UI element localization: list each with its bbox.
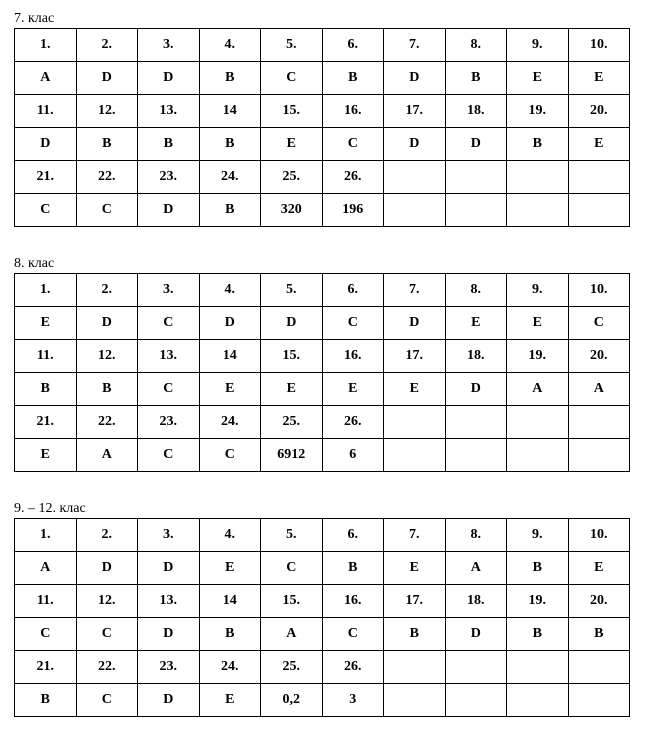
answer-cell: E	[445, 307, 507, 340]
answer-cell: D	[384, 128, 446, 161]
answer-cell: C	[322, 618, 384, 651]
question-number-cell	[507, 651, 569, 684]
question-number-cell: 17.	[384, 585, 446, 618]
answer-cell: D	[76, 62, 138, 95]
answer-cell: 6	[322, 439, 384, 472]
answer-cell: B	[507, 618, 569, 651]
question-number-cell	[384, 406, 446, 439]
question-number-cell: 21.	[15, 406, 77, 439]
answer-cell: 320	[261, 194, 323, 227]
answer-cell: C	[322, 128, 384, 161]
answer-cell	[384, 684, 446, 717]
answer-cell: A	[445, 552, 507, 585]
question-number-cell: 5.	[261, 519, 323, 552]
question-number-cell: 22.	[76, 651, 138, 684]
question-number-cell: 4.	[199, 29, 261, 62]
answer-cell: D	[445, 128, 507, 161]
answer-cell: B	[199, 62, 261, 95]
answer-cell: E	[15, 439, 77, 472]
answer-cell	[445, 684, 507, 717]
answer-cell: D	[76, 552, 138, 585]
answer-cell: E	[568, 552, 630, 585]
question-number-cell: 25.	[261, 406, 323, 439]
question-number-row	[15, 651, 630, 684]
question-number-cell: 23.	[138, 406, 200, 439]
answer-cell: C	[76, 684, 138, 717]
question-number-cell: 4.	[199, 274, 261, 307]
answer-cell: A	[507, 373, 569, 406]
question-number-cell: 18.	[445, 95, 507, 128]
question-number-cell: 15.	[261, 340, 323, 373]
question-number-row	[15, 519, 630, 552]
answer-cell: B	[507, 552, 569, 585]
question-number-cell: 20.	[568, 585, 630, 618]
answer-cell	[384, 194, 446, 227]
section-title: 8. клас	[14, 256, 55, 271]
answer-cell: D	[138, 618, 200, 651]
answer-cell: B	[507, 128, 569, 161]
answer-cell: C	[568, 307, 630, 340]
answer-cell: C	[261, 62, 323, 95]
question-number-cell: 18.	[445, 340, 507, 373]
question-number-row	[15, 161, 630, 194]
answer-cell: D	[384, 307, 446, 340]
question-number-cell: 12.	[76, 585, 138, 618]
answer-cell: B	[76, 373, 138, 406]
answer-cell: E	[568, 128, 630, 161]
answer-cell: D	[138, 552, 200, 585]
question-number-cell: 22.	[76, 161, 138, 194]
answer-cell: B	[199, 194, 261, 227]
answer-cell: E	[261, 128, 323, 161]
answer-cell: A	[261, 618, 323, 651]
question-number-cell	[384, 161, 446, 194]
question-number-cell: 16.	[322, 585, 384, 618]
question-number-row	[15, 585, 630, 618]
question-number-cell: 19.	[507, 95, 569, 128]
answer-cell: E	[15, 307, 77, 340]
question-number-cell: 13.	[138, 585, 200, 618]
answer-cell: C	[261, 552, 323, 585]
answer-cell: B	[76, 128, 138, 161]
question-number-cell: 14	[199, 340, 261, 373]
answer-cell: D	[384, 62, 446, 95]
question-number-cell	[445, 651, 507, 684]
question-number-cell: 24.	[199, 651, 261, 684]
answer-table	[14, 518, 630, 717]
answer-cell: D	[138, 684, 200, 717]
question-number-cell: 19.	[507, 585, 569, 618]
answer-cell: C	[138, 307, 200, 340]
question-number-cell: 6.	[322, 274, 384, 307]
question-number-cell: 17.	[384, 340, 446, 373]
question-number-cell: 9.	[507, 29, 569, 62]
section-title: 7. клас	[14, 11, 55, 26]
answer-cell: 6912	[261, 439, 323, 472]
question-number-cell: 2.	[76, 29, 138, 62]
question-number-cell	[384, 651, 446, 684]
question-number-cell	[507, 406, 569, 439]
answer-cell: A	[15, 552, 77, 585]
answer-cell	[384, 439, 446, 472]
question-number-row	[15, 274, 630, 307]
answer-cell	[568, 684, 630, 717]
question-number-cell: 7.	[384, 519, 446, 552]
question-number-cell: 6.	[322, 519, 384, 552]
question-number-cell: 12.	[76, 340, 138, 373]
question-number-cell: 10.	[568, 519, 630, 552]
question-number-row	[15, 29, 630, 62]
answer-cell: D	[138, 62, 200, 95]
question-number-cell: 9.	[507, 519, 569, 552]
question-number-cell: 3.	[138, 519, 200, 552]
question-number-row	[15, 340, 630, 373]
question-number-cell: 1.	[15, 519, 77, 552]
answer-row	[15, 62, 630, 95]
question-number-cell	[568, 651, 630, 684]
answer-cell	[445, 194, 507, 227]
question-number-cell: 7.	[384, 29, 446, 62]
answer-row	[15, 552, 630, 585]
question-number-cell: 24.	[199, 406, 261, 439]
answer-cell: C	[76, 618, 138, 651]
question-number-cell: 6.	[322, 29, 384, 62]
answer-table	[14, 28, 630, 227]
answer-row	[15, 439, 630, 472]
question-number-cell: 11.	[15, 340, 77, 373]
question-number-cell: 21.	[15, 161, 77, 194]
question-number-cell: 13.	[138, 340, 200, 373]
question-number-cell: 1.	[15, 29, 77, 62]
answer-cell: 0,2	[261, 684, 323, 717]
question-number-cell: 10.	[568, 274, 630, 307]
question-number-cell: 11.	[15, 585, 77, 618]
answer-cell: E	[568, 62, 630, 95]
answer-cell: D	[76, 307, 138, 340]
answer-cell: E	[384, 373, 446, 406]
answer-cell: B	[199, 128, 261, 161]
question-number-cell: 5.	[261, 29, 323, 62]
answer-cell: B	[384, 618, 446, 651]
answer-section-grade-9-12	[14, 499, 619, 717]
question-number-cell: 16.	[322, 340, 384, 373]
answer-cell: A	[15, 62, 77, 95]
question-number-cell: 11.	[15, 95, 77, 128]
answer-cell: E	[261, 373, 323, 406]
answer-row	[15, 128, 630, 161]
answer-row	[15, 618, 630, 651]
answer-cell: D	[445, 373, 507, 406]
answer-cell: E	[384, 552, 446, 585]
answer-table	[14, 273, 630, 472]
answer-cell: D	[199, 307, 261, 340]
question-number-cell: 8.	[445, 29, 507, 62]
question-number-cell: 3.	[138, 29, 200, 62]
answer-cell	[507, 439, 569, 472]
answer-cell	[507, 194, 569, 227]
answer-row	[15, 373, 630, 406]
question-number-cell: 16.	[322, 95, 384, 128]
question-number-cell: 8.	[445, 519, 507, 552]
answer-cell: E	[322, 373, 384, 406]
question-number-cell: 10.	[568, 29, 630, 62]
answer-cell: A	[76, 439, 138, 472]
answer-cell: B	[322, 62, 384, 95]
question-number-cell: 14	[199, 95, 261, 128]
question-number-cell: 25.	[261, 651, 323, 684]
answer-cell: C	[138, 439, 200, 472]
question-number-cell: 23.	[138, 651, 200, 684]
question-number-row	[15, 95, 630, 128]
question-number-cell: 2.	[76, 274, 138, 307]
question-number-cell: 8.	[445, 274, 507, 307]
question-number-cell: 21.	[15, 651, 77, 684]
question-number-cell: 26.	[322, 161, 384, 194]
answer-section-grade-8	[14, 254, 619, 472]
answer-cell	[507, 684, 569, 717]
question-number-cell: 26.	[322, 406, 384, 439]
answer-section-grade-7	[14, 9, 619, 227]
question-number-cell	[445, 406, 507, 439]
answer-cell: C	[138, 373, 200, 406]
question-number-cell: 20.	[568, 340, 630, 373]
question-number-cell: 2.	[76, 519, 138, 552]
question-number-cell: 23.	[138, 161, 200, 194]
answer-cell: B	[568, 618, 630, 651]
answer-cell: B	[15, 684, 77, 717]
answer-cell: D	[261, 307, 323, 340]
question-number-cell	[507, 161, 569, 194]
question-number-cell: 25.	[261, 161, 323, 194]
answer-cell: B	[15, 373, 77, 406]
question-number-cell: 14	[199, 585, 261, 618]
answer-cell: A	[568, 373, 630, 406]
answer-row	[15, 194, 630, 227]
answer-cell: B	[138, 128, 200, 161]
question-number-cell: 9.	[507, 274, 569, 307]
answer-row	[15, 307, 630, 340]
answer-cell: C	[15, 618, 77, 651]
answer-cell: E	[199, 684, 261, 717]
question-number-cell: 24.	[199, 161, 261, 194]
question-number-cell: 7.	[384, 274, 446, 307]
answer-row	[15, 684, 630, 717]
answer-cell: 196	[322, 194, 384, 227]
answer-cell: C	[76, 194, 138, 227]
question-number-cell: 5.	[261, 274, 323, 307]
answer-cell: C	[15, 194, 77, 227]
question-number-cell	[568, 161, 630, 194]
answer-cell: C	[322, 307, 384, 340]
question-number-cell: 19.	[507, 340, 569, 373]
question-number-cell	[445, 161, 507, 194]
question-number-cell: 15.	[261, 585, 323, 618]
question-number-row	[15, 406, 630, 439]
answer-cell	[568, 439, 630, 472]
answer-cell: E	[199, 552, 261, 585]
answer-cell: D	[138, 194, 200, 227]
question-number-cell: 4.	[199, 519, 261, 552]
answer-cell: C	[199, 439, 261, 472]
answer-cell: B	[445, 62, 507, 95]
question-number-cell: 1.	[15, 274, 77, 307]
question-number-cell: 20.	[568, 95, 630, 128]
answer-cell: B	[322, 552, 384, 585]
answer-cell	[568, 194, 630, 227]
section-title: 9. – 12. клас	[14, 501, 86, 516]
question-number-cell: 17.	[384, 95, 446, 128]
question-number-cell: 3.	[138, 274, 200, 307]
answer-cell: E	[507, 307, 569, 340]
answer-cell	[445, 439, 507, 472]
answer-cell: E	[507, 62, 569, 95]
question-number-cell: 13.	[138, 95, 200, 128]
answer-cell: 3	[322, 684, 384, 717]
answer-cell: D	[15, 128, 77, 161]
question-number-cell: 26.	[322, 651, 384, 684]
answer-cell: E	[199, 373, 261, 406]
question-number-cell: 18.	[445, 585, 507, 618]
question-number-cell	[568, 406, 630, 439]
question-number-cell: 22.	[76, 406, 138, 439]
answer-cell: D	[445, 618, 507, 651]
question-number-cell: 15.	[261, 95, 323, 128]
answer-cell: B	[199, 618, 261, 651]
question-number-cell: 12.	[76, 95, 138, 128]
